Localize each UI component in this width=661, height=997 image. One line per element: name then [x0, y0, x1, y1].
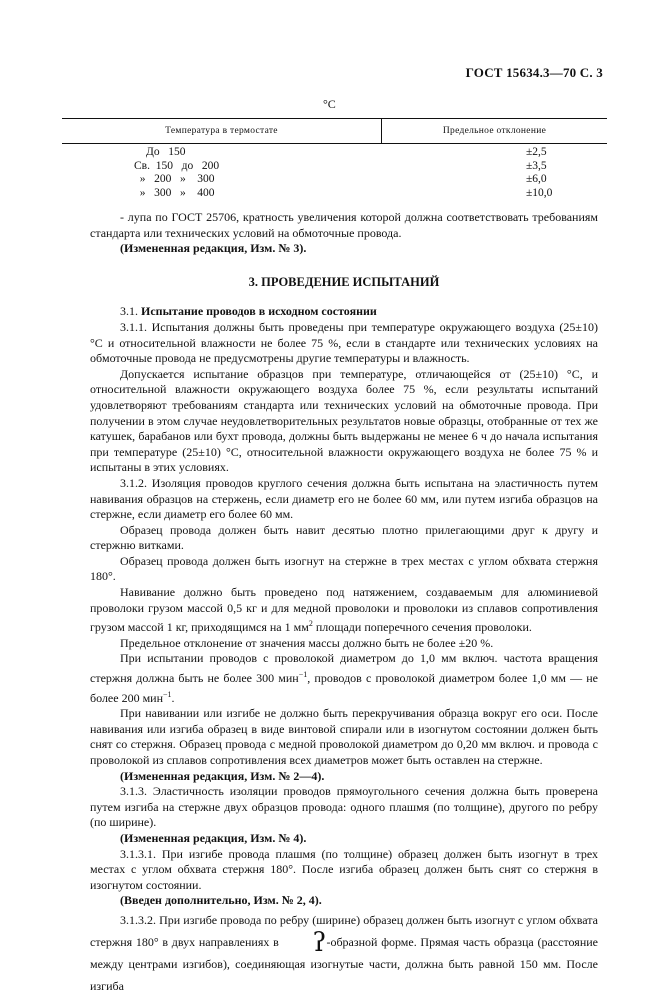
- s-shape-glyph: ʔ: [312, 927, 327, 958]
- amendment-note: (Измененная редакция, Изм. № 3).: [120, 241, 307, 256]
- text-run: .: [171, 690, 175, 705]
- subsection-number: 3.1.: [120, 304, 138, 319]
- paragraph-3-1-3-1: 3.1.3.1. При изгибе провода плашмя (по толщине) образец должен быть изогнут в трех местах с углом обхвата стержня 180°. После изгиба образец должен быть снят со стержня в изогнутом состоянии.: [90, 846, 598, 892]
- superscript: −1: [298, 670, 308, 680]
- paragraph-3-1-1: 3.1.1. Испытания должны быть проведены при температуре окружающего воздуха (25±10) °С и относительной влажности не более 75 %, если в стандарте или технических условиях на обмоточные провода не предусмотрены другие температуры и влажность.: [90, 319, 598, 366]
- amendment-note: (Измененная редакция, Изм. № 2—4).: [120, 768, 325, 783]
- paragraph-3-1-2f: [90, 651, 598, 706]
- table-header-row: [62, 119, 607, 143]
- amendment-note: (Введен дополнительно, Изм. № 2, 4).: [120, 893, 322, 908]
- table-cell-dev: ±6,0: [526, 173, 547, 185]
- text-run: 3.1.3.2. При изгибе провода по ребру (ширине) образец должен быть изогнут с углом обхвата стержня 180° в двух направлениях в: [90, 912, 598, 949]
- table-header-deviation: Предельное отклонение: [381, 119, 607, 143]
- superscript: 2: [308, 619, 313, 629]
- paragraph-3-1-3-2: [90, 909, 598, 997]
- paragraph-3-1-2d: [90, 585, 598, 636]
- body-text: [90, 210, 598, 997]
- tolerance-table: [62, 118, 607, 200]
- text-run: -образной форме. Прямая часть образца (расстояние между центрами изгибов), соединяющая изогнутые части, должна быть равной 150 мм. После изгиба: [90, 934, 598, 993]
- table-column-temperature: [62, 146, 381, 200]
- text-run: , проводов с проволокой диаметром более 1,0 мм — не более 200 мин: [90, 671, 598, 705]
- text-run: При испытании проводов с проволокой диаметром до 1,0 мм включ. частота вращения стержня должна быть не более 300 мин: [90, 651, 598, 686]
- amendment-note: (Измененная редакция, Изм. № 4).: [120, 830, 307, 845]
- paragraph-3-1-2c: Образец провода должен быть изогнут на стержне в трех местах с углом обхвата стержня 180°.: [90, 553, 598, 584]
- table-header-temperature: Температура в термостате: [165, 126, 278, 136]
- superscript: −1: [163, 689, 172, 699]
- table-cell-dev: ±3,5: [526, 159, 547, 172]
- paragraph-3-1-2b: Образец провода должен быть навит десятью плотно прилегающими друг к другу и стержню витками.: [90, 522, 598, 553]
- subsection-heading: [90, 304, 598, 320]
- table-column-deviation: [381, 146, 607, 200]
- paragraph-3-1-3: 3.1.3. Эластичность изоляции проводов прямоугольного сечения должна быть проверена путем изгиба на стержне двух образцов провода: одного плашмя (по толщине), другого по ребру (по ширине).: [90, 784, 598, 830]
- table-body: [62, 144, 607, 200]
- text-run: площади поперечного сечения проволоки.: [312, 620, 532, 635]
- table-cell-dev: ±2,5: [526, 146, 547, 158]
- table-cell-temp: До 150: [146, 146, 186, 158]
- paragraph-3-1-2g: При навивании или изгибе не должно быть перекручивания образца вокруг его оси. После навивания или изгиба образец в виде винтовой спирали или в изогнутом состоянии должен быть снят со стержня. Образец провода с медной проволокой диаметром до 0,20 мм включ. и провода с проволокой из сплавов сопротивления всех диаметров может быть оставлен на стержне.: [90, 706, 598, 767]
- text-run: Навивание должно быть проведено под натяжением, создаваемым для алюминиевой проволоки грузом массой 0,5 кг и для медной проволоки и проволоки из сплавов сопротивления грузом массой 1 кг, приходящимся на 1 мм: [90, 585, 598, 635]
- table-cell-temp: Св. 150 до 200: [134, 159, 220, 172]
- paragraph-3-1-2: 3.1.2. Изоляция проводов круглого сечения должна быть испытана на эластичность путем навивания образцов на стержень, если диаметр его не более 60 мм, или путем изгиба образцов на стержне, если диаметр его более 60 мм.: [90, 475, 598, 522]
- table-cell-dev: ±10,0: [526, 186, 553, 199]
- table-cell-temp: » 300 » 400: [134, 186, 215, 199]
- page-header: ГОСТ 15634.3—70 С. 3: [465, 65, 603, 80]
- paragraph-lupa: - лупа по ГОСТ 25706, кратность увеличения которой должна соответствовать требованиям стандарта или технических условий на обмоточные провода.: [90, 210, 598, 240]
- table-unit: °С: [323, 97, 336, 111]
- subsection-title: Испытание проводов в исходном состоянии: [141, 304, 377, 319]
- paragraph-3-1-1b: Допускается испытание образцов при температуре, отличающейся от (25±10) °С, и относительной влажности окружающего воздуха более 75 %, если результаты испытаний удовлетворяют требованиям стандарта или технических условий на обмоточные провода. При получении в этом случае неудовлетворительных результатов новые образцы, отобранные от тех же катушек, барабанов или бухт провода, должны быть выдержаны не менее 6 ч до начала испытания при температуре (25±10) °С, относительной влажности окружающего воздуха не более 75 % и испытаны в этих условиях.: [90, 366, 598, 475]
- section-title: 3. ПРОВЕДЕНИЕ ИСПЫТАНИЙ: [248, 274, 440, 289]
- table-cell-temp: » 200 » 300: [134, 173, 215, 185]
- paragraph-3-1-2e: Предельное отклонение от значения массы должно быть не более ±20 %.: [120, 635, 494, 650]
